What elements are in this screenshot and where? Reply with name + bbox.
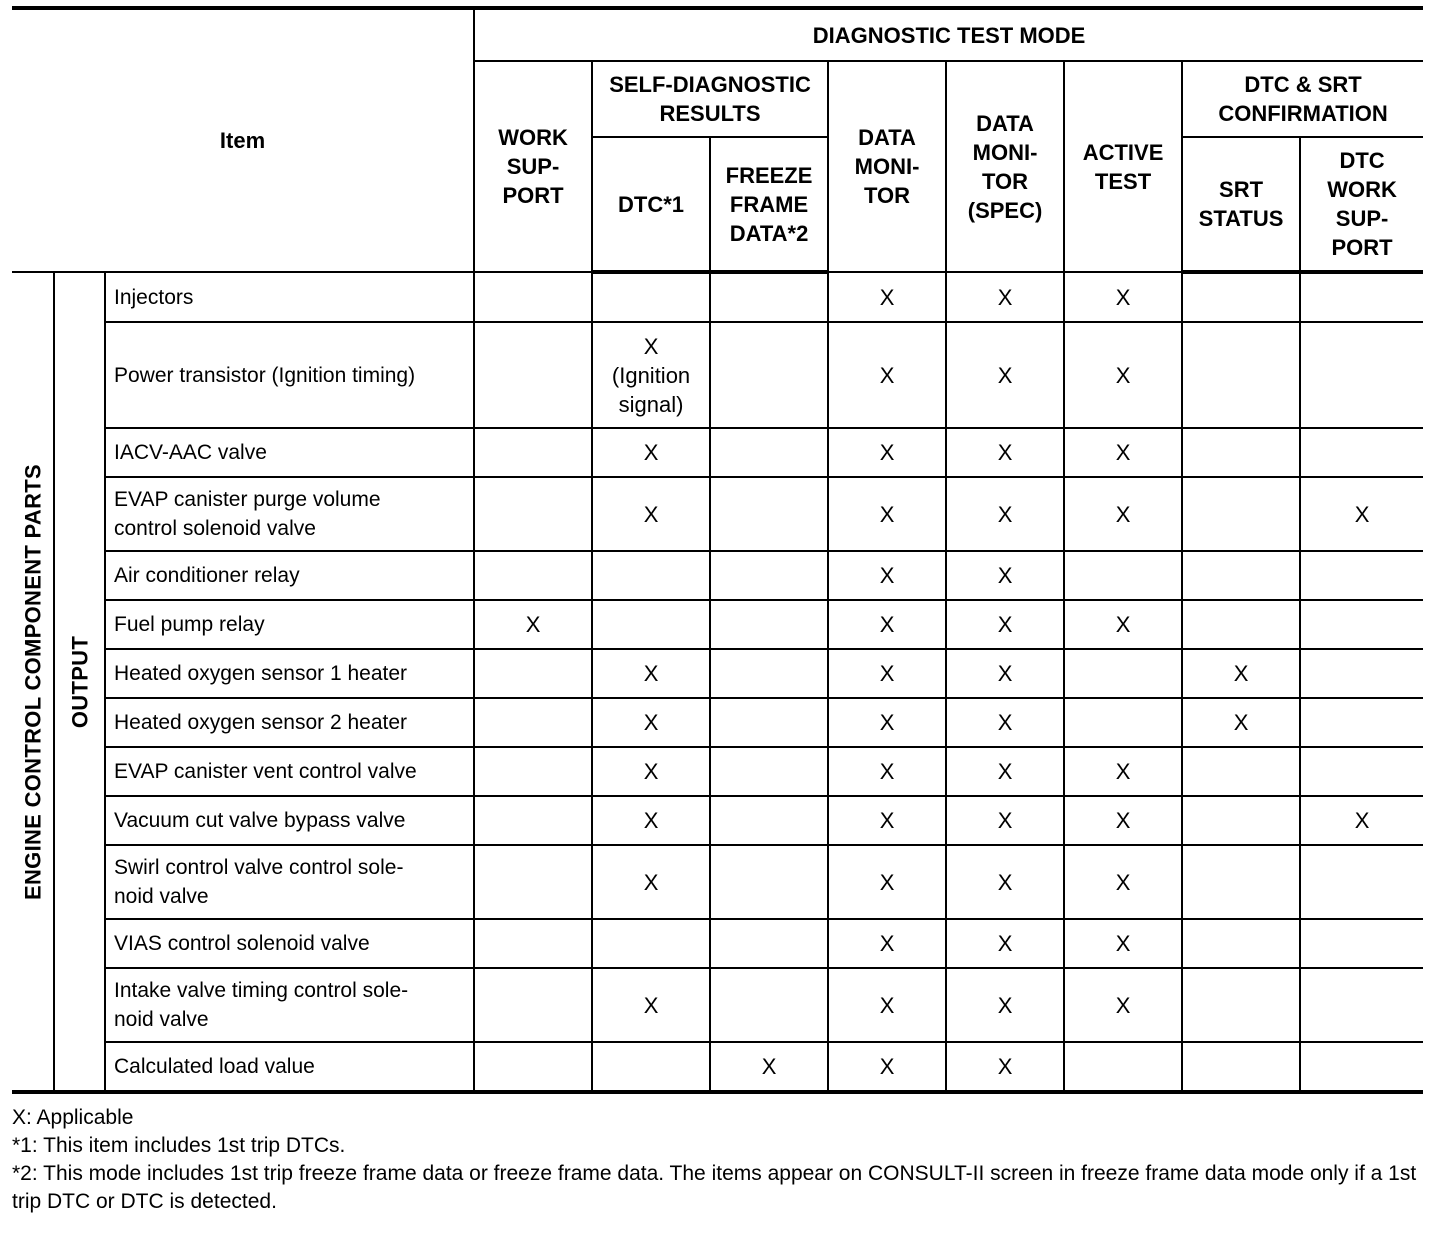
mode-cell [474, 919, 592, 968]
mode-cell [828, 649, 946, 698]
item-name-cell [105, 1042, 474, 1092]
mode-cell [474, 698, 592, 747]
header-line: SUP- [1335, 206, 1389, 231]
mode-cell [592, 919, 710, 968]
item-column-header: Item [12, 8, 474, 272]
item-name: control solenoid valve [114, 517, 316, 540]
mode-cell [1182, 698, 1300, 747]
applicable-mark: X [879, 440, 895, 465]
mode-cell [1182, 747, 1300, 796]
applicable-mark: X [997, 362, 1013, 388]
applicable-mark: X [879, 710, 895, 735]
mode-cell [1064, 322, 1182, 428]
mode-cell [710, 845, 828, 919]
mode-cell [710, 272, 828, 322]
header-line: DTC [1339, 148, 1385, 173]
mode-cell [710, 968, 828, 1042]
mode-cell [592, 698, 710, 747]
mode-cell [1182, 477, 1300, 551]
mode-cell [1064, 747, 1182, 796]
applicable-mark: X [997, 284, 1013, 310]
applicable-mark: X [997, 869, 1013, 895]
mode-cell [592, 968, 710, 1042]
mode-cell [946, 845, 1064, 919]
applicable-mark: X [879, 1054, 895, 1079]
mode-cell [592, 428, 710, 477]
header-line: CONFIRMATION [1218, 101, 1388, 126]
item-name: Heated oxygen sensor 1 heater [114, 662, 408, 685]
mode-cell [828, 272, 946, 322]
mode-cell [946, 919, 1064, 968]
table-row [12, 600, 1423, 649]
mode-cell [592, 477, 710, 551]
header-line: DATA [858, 125, 916, 150]
group-label-cell [12, 272, 54, 1092]
table-row [12, 796, 1423, 845]
header-line: WORK [1327, 177, 1397, 202]
mode-cell [1182, 272, 1300, 322]
header-line: MONI- [972, 139, 1038, 165]
dtc-srt-confirmation-header [1182, 61, 1423, 137]
mode-cell [1182, 322, 1300, 428]
applicable-mark: X [643, 992, 659, 1018]
header-line: PORT [1331, 235, 1393, 260]
applicable-mark: X [997, 563, 1013, 588]
mode-cell [1064, 919, 1182, 968]
mode-cell [592, 272, 710, 322]
applicable-mark: X [1115, 992, 1131, 1018]
applicable-mark: X [997, 759, 1013, 784]
applicable-mark: X [997, 1054, 1013, 1079]
mode-cell [710, 919, 828, 968]
mode-cell [1064, 272, 1182, 322]
header-line: FRAME [729, 191, 809, 217]
mode-cell [474, 1042, 592, 1092]
mode-cell [946, 698, 1064, 747]
mode-cell [1064, 845, 1182, 919]
item-name-cell [105, 600, 474, 649]
applicable-mark: X [879, 284, 895, 310]
mode-cell [1300, 919, 1423, 968]
item-name: Power transistor (Ignition timing) [114, 363, 416, 387]
mode-cell [946, 322, 1064, 428]
mode-cell [1300, 845, 1423, 919]
mode-cell [592, 322, 710, 428]
mode-cell [710, 698, 828, 747]
item-name-cell [105, 428, 474, 477]
applicable-mark: X [1115, 501, 1131, 527]
applicable-mark: X [643, 869, 659, 895]
mode-cell [946, 428, 1064, 477]
mode-cell [474, 845, 592, 919]
mode-cell [1300, 649, 1423, 698]
applicable-mark: X [879, 931, 895, 956]
header-line: DTC & SRT [1244, 72, 1362, 97]
mode-cell [474, 796, 592, 845]
diagnostic-test-mode-header: DIAGNOSTIC TEST MODE [474, 8, 1423, 61]
mode-cell [474, 968, 592, 1042]
applicable-mark: X [1115, 869, 1131, 895]
mode-cell [474, 428, 592, 477]
subgroup-label: OUTPUT [67, 635, 92, 728]
applicable-mark: X [1115, 808, 1131, 833]
applicable-mark: X [997, 440, 1013, 465]
mode-cell [1182, 600, 1300, 649]
header-line: SELF-DIAGNOSTIC [609, 72, 811, 97]
applicable-mark: X [879, 992, 895, 1018]
freeze-frame-data-header [710, 137, 828, 272]
header-line: SRT [1219, 177, 1264, 202]
mode-cell [1182, 649, 1300, 698]
mode-cell [474, 649, 592, 698]
applicable-mark: X (Ignition signal) [611, 333, 691, 417]
mode-cell [474, 600, 592, 649]
applicable-mark: X [761, 1054, 777, 1079]
data-monitor-spec-header [946, 61, 1064, 272]
header-line: (SPEC) [967, 197, 1043, 223]
applicable-mark: X [1233, 710, 1249, 735]
mode-cell [946, 272, 1064, 322]
mode-cell [828, 1042, 946, 1092]
item-name-cell [105, 322, 474, 428]
applicable-mark: X [879, 612, 895, 637]
applicable-mark: X [525, 612, 541, 637]
active-test-header [1064, 61, 1182, 272]
srt-status-header [1182, 137, 1300, 272]
mode-cell [946, 600, 1064, 649]
table-row [12, 477, 1423, 551]
item-name: noid valve [114, 1008, 209, 1031]
mode-cell [1182, 845, 1300, 919]
item-name: Calculated load value [114, 1055, 315, 1078]
mode-cell [1182, 919, 1300, 968]
applicable-mark: X [1354, 808, 1370, 833]
header-line: TOR [982, 168, 1029, 194]
applicable-mark: X [1115, 362, 1131, 388]
item-name: Fuel pump relay [114, 613, 265, 636]
header-line: SUP- [506, 154, 560, 179]
mode-cell [1064, 477, 1182, 551]
mode-cell [592, 747, 710, 796]
table-row [12, 845, 1423, 919]
diagnostic-table-document [12, 6, 1423, 1216]
item-name-cell [105, 272, 474, 322]
table-body [12, 272, 1423, 1092]
applicable-mark: X [643, 710, 659, 735]
item-name-cell [105, 477, 474, 551]
item-name-cell [105, 649, 474, 698]
mode-cell [1182, 551, 1300, 600]
mode-cell [1064, 551, 1182, 600]
mode-cell [828, 600, 946, 649]
applicable-mark: X [643, 808, 659, 833]
applicable-mark: X [997, 710, 1013, 735]
mode-cell [710, 747, 828, 796]
mode-cell [828, 919, 946, 968]
table-row [12, 428, 1423, 477]
applicable-mark: X [1233, 661, 1249, 686]
item-name-cell [105, 698, 474, 747]
item-name-cell [105, 845, 474, 919]
mode-cell [1064, 600, 1182, 649]
mode-cell [710, 649, 828, 698]
mode-cell [710, 428, 828, 477]
mode-cell [1300, 796, 1423, 845]
item-name: noid valve [114, 885, 209, 908]
mode-cell [828, 747, 946, 796]
mode-cell [1300, 747, 1423, 796]
header-line: WORK [498, 125, 568, 150]
applicable-mark: X [879, 869, 895, 895]
header-line: PORT [502, 183, 564, 208]
mode-cell [710, 600, 828, 649]
mode-cell [828, 845, 946, 919]
mode-cell [474, 322, 592, 428]
applicable-mark: X [879, 759, 895, 784]
diagnostic-test-mode-table [12, 6, 1423, 1094]
applicable-mark: X [1115, 612, 1131, 637]
applicable-mark: X [643, 661, 659, 686]
mode-cell [710, 796, 828, 845]
item-name: EVAP canister vent control valve [114, 760, 417, 783]
mode-cell [592, 845, 710, 919]
group-label: ENGINE CONTROL COMPONENT PARTS [20, 463, 45, 900]
table-row [12, 551, 1423, 600]
mode-cell [474, 272, 592, 322]
item-name-cell [105, 747, 474, 796]
item-name-cell [105, 919, 474, 968]
mode-cell [1300, 698, 1423, 747]
mode-cell [1300, 551, 1423, 600]
applicable-mark: X [997, 612, 1013, 637]
header-line: FREEZE [725, 162, 813, 188]
mode-cell [592, 649, 710, 698]
header-line: TEST [1094, 168, 1152, 194]
item-name-cell [105, 968, 474, 1042]
table-row [12, 272, 1423, 322]
header-line: ACTIVE [1082, 139, 1164, 165]
mode-cell [1064, 968, 1182, 1042]
mode-cell [1064, 698, 1182, 747]
mode-cell [1300, 1042, 1423, 1092]
applicable-mark: X [879, 563, 895, 588]
mode-cell [592, 600, 710, 649]
mode-cell [946, 1042, 1064, 1092]
applicable-mark: X [643, 501, 659, 527]
mode-cell [710, 551, 828, 600]
table-row [12, 698, 1423, 747]
table-row [12, 322, 1423, 428]
mode-cell [828, 698, 946, 747]
mode-cell [828, 968, 946, 1042]
header-line: MONI- [854, 154, 920, 179]
data-monitor-header [828, 61, 946, 272]
applicable-mark: X [643, 440, 659, 465]
mode-cell [828, 428, 946, 477]
applicable-mark: X [1115, 440, 1131, 465]
mode-cell [1300, 272, 1423, 322]
item-name-cell [105, 551, 474, 600]
applicable-mark: X [879, 661, 895, 686]
item-name: Intake valve timing control sole- [114, 979, 409, 1002]
header-line: DATA*2 [729, 220, 809, 246]
applicable-mark: X [1115, 759, 1131, 784]
mode-cell [710, 477, 828, 551]
mode-cell [946, 968, 1064, 1042]
header-line: STATUS [1198, 206, 1284, 231]
item-name-cell [105, 796, 474, 845]
footnotes [12, 1104, 1423, 1216]
table-row [12, 649, 1423, 698]
table-row [12, 919, 1423, 968]
mode-cell [1064, 428, 1182, 477]
mode-cell [474, 477, 592, 551]
mode-cell [1064, 649, 1182, 698]
applicable-mark: X [997, 501, 1013, 527]
mode-cell [474, 747, 592, 796]
mode-cell [1300, 477, 1423, 551]
applicable-mark: X [997, 992, 1013, 1018]
subgroup-label-cell [54, 272, 105, 1092]
applicable-mark: X [879, 501, 895, 527]
mode-cell [710, 322, 828, 428]
item-name: Swirl control valve control sole- [114, 856, 404, 879]
item-name: IACV-AAC valve [114, 441, 267, 464]
applicable-mark: X [997, 808, 1013, 833]
applicable-mark: X [643, 759, 659, 784]
table-row [12, 968, 1423, 1042]
mode-cell [946, 649, 1064, 698]
mode-cell [1300, 600, 1423, 649]
header-line: TOR [864, 183, 911, 208]
note-2: *2: This mode includes 1st trip freeze frame data or freeze frame data. The items appear on CONSULT-II screen in freeze frame data mode only if a 1st trip DTC or DTC is detected. [12, 1162, 1417, 1213]
mode-cell [1300, 968, 1423, 1042]
dtc-header: DTC*1 [592, 137, 710, 272]
mode-cell [1064, 796, 1182, 845]
mode-cell [828, 322, 946, 428]
item-name: EVAP canister purge volume [114, 488, 381, 511]
mode-cell [592, 1042, 710, 1092]
item-name: Vacuum cut valve bypass valve [114, 809, 406, 832]
dtc-work-support-header [1300, 137, 1423, 272]
item-name: Heated oxygen sensor 2 heater [114, 711, 408, 734]
mode-cell [1300, 428, 1423, 477]
mode-cell [592, 551, 710, 600]
item-name: Injectors [114, 285, 194, 309]
table-row [12, 1042, 1423, 1092]
mode-cell [946, 796, 1064, 845]
mode-cell [710, 1042, 828, 1092]
item-name: Air conditioner relay [114, 564, 300, 587]
mode-cell [946, 551, 1064, 600]
applicable-mark: X [879, 362, 895, 388]
mode-cell [828, 796, 946, 845]
mode-cell [1182, 968, 1300, 1042]
note-1: *1: This item includes 1st trip DTCs. [12, 1134, 346, 1157]
mode-cell [828, 477, 946, 551]
mode-cell [474, 551, 592, 600]
header-line: RESULTS [659, 101, 761, 126]
work-support-header [474, 61, 592, 272]
self-diagnostic-results-header [592, 61, 828, 137]
mode-cell [946, 477, 1064, 551]
applicable-mark: X [997, 931, 1013, 956]
mode-cell [828, 551, 946, 600]
mode-cell [1182, 796, 1300, 845]
applicable-mark: X [997, 661, 1013, 686]
applicable-mark: X [1115, 931, 1131, 956]
note-applicable: X: Applicable [12, 1106, 134, 1129]
mode-cell [1300, 322, 1423, 428]
mode-cell [946, 747, 1064, 796]
mode-cell [1182, 1042, 1300, 1092]
mode-cell [1182, 428, 1300, 477]
applicable-mark: X [1115, 284, 1131, 310]
table-row [12, 747, 1423, 796]
mode-cell [1064, 1042, 1182, 1092]
mode-cell [592, 796, 710, 845]
header-line: DATA [976, 110, 1034, 136]
applicable-mark: X [1354, 501, 1370, 527]
applicable-mark: X [879, 808, 895, 833]
item-name: VIAS control solenoid valve [114, 932, 370, 955]
